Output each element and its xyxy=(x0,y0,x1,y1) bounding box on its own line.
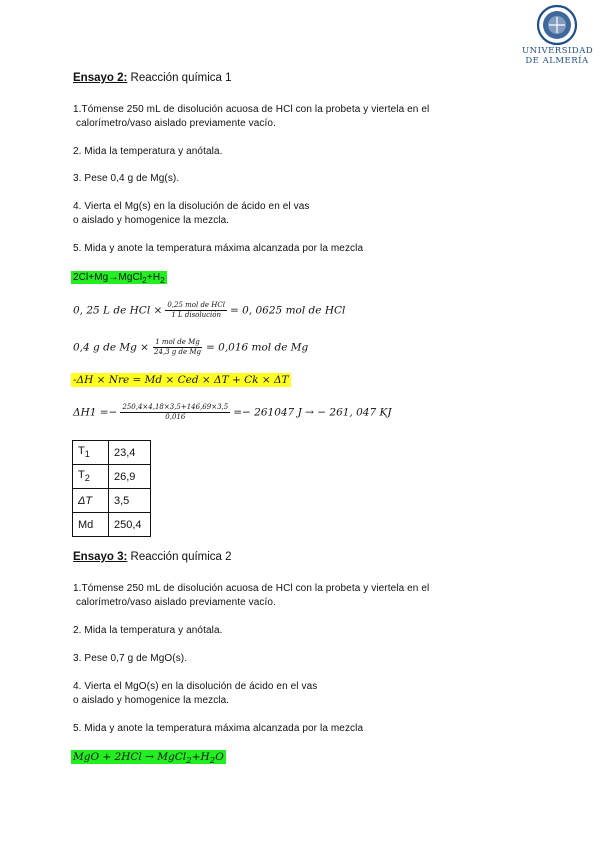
e3-step-4b: o aislado y homogenice la mezcla. xyxy=(73,695,230,706)
e2-step-2: 2. Mida la temperatura y anótala. xyxy=(73,146,223,157)
e3-step-1b: calorímetro/vaso aislado previamente vacío. xyxy=(76,597,276,608)
table-row: ΔT 3,5 xyxy=(73,489,151,513)
logo-line-2: DE ALMERÍA xyxy=(525,56,589,66)
logo-line-1: UNIVERSIDAD xyxy=(522,46,594,56)
e2-step-4a: 4. Vierta el Mg(s) en la disolución de ácido en el vas xyxy=(73,201,310,212)
e2-step-4b: o aislado y homogenice la mezcla. xyxy=(73,215,230,226)
e2-step-1a: 1.Tómense 250 mL de disolución acuosa de HCl con la probeta y viertela en el xyxy=(73,104,430,115)
e3-step-3: 3. Pese 0,7 g de MgO(s). xyxy=(73,653,188,664)
university-seal-icon xyxy=(534,4,580,46)
e2-calc-mg: 0,4 g de Mg × $\frac{\text{1 mol de Mg}}{\text{24,3 g de Mg}}$ = 0,016 mol de Mg xyxy=(73,338,309,356)
ensayo-2-heading xyxy=(73,72,232,84)
e2-calc-hcl: 0, 25 L de HCl × $\frac{\text{0,25 mol de HCl}}{\text{1 L disolución}}$ = 0, 0625 mol de HCl xyxy=(73,301,346,319)
e3-step-1a: 1.Tómense 250 mL de disolución acuosa de HCl con la probeta y viertela en el xyxy=(73,583,430,594)
ensayo-2-title: Reacción química 1 xyxy=(130,72,232,84)
table-row: $T_1$ 23,4 xyxy=(73,441,151,465)
ensayo-2-label: Ensayo 2: xyxy=(73,72,128,84)
e2-calc-dh: ΔH1 =− $\frac{250,4\times 4,18\times 3,5+146,69\times 3,5}{0,016}$ =− 261047 J → − 261, 047 KJ xyxy=(73,403,392,421)
ensayo-3-heading xyxy=(73,551,232,563)
e2-step-5: 5. Mida y anote la temperatura máxima alcanzada por la mezcla xyxy=(73,243,364,254)
e2-step-3: 3. Pese 0,4 g de Mg(s). xyxy=(73,173,180,184)
e2-reaction: $2Cl+Mg\to MgCl_2+H_2$ xyxy=(73,272,165,285)
table-row: Md 250,4 xyxy=(73,513,151,537)
e2-energy-formula: -ΔH × Nre = Md × Ced × ΔT + Ck × ΔT xyxy=(73,374,289,386)
e2-step-1b: calorímetro/vaso aislado previamente vacío. xyxy=(76,118,276,129)
e2-temperature-table xyxy=(72,440,151,537)
e3-reaction: MgO + $2HCl \to MgCl_2+H_2O$ xyxy=(73,751,224,767)
table-row: $T_2$ 26,9 xyxy=(73,465,151,489)
e3-step-4a: 4. Vierta el MgO(s) en la disolución de ácido en el vas xyxy=(73,681,318,692)
ensayo-3-label: Ensayo 3: xyxy=(73,551,128,563)
ensayo-3-title: Reacción química 2 xyxy=(130,551,232,563)
e3-step-2: 2. Mida la temperatura y anótala. xyxy=(73,625,223,636)
university-logo xyxy=(522,4,592,66)
e3-step-5: 5. Mida y anote la temperatura máxima alcanzada por la mezcla xyxy=(73,723,364,734)
